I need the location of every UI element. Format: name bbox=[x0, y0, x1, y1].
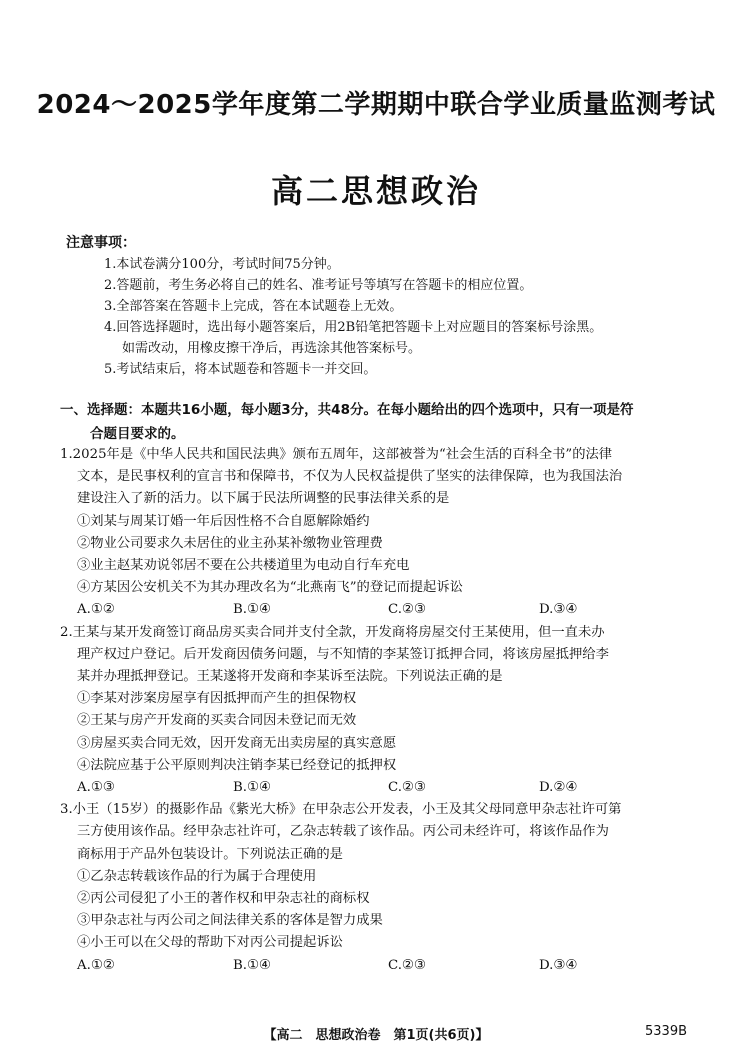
section-heading bbox=[60, 398, 700, 446]
statement-option: ④方某因公安机关不为其办理改名为“北燕南飞”的登记而提起诉讼 bbox=[77, 580, 463, 596]
notice-item-continued: 如需改动，用橡皮擦干净后，再选涂其他答案标号。 bbox=[122, 341, 422, 356]
notice-item: 2.答题前，考生务必将自己的姓名、准考证号等填写在答题卡的相应位置。 bbox=[104, 278, 533, 293]
notice-heading: 注意事项： bbox=[66, 235, 136, 251]
answer-choices bbox=[60, 599, 700, 621]
choice-b: B.①④ bbox=[233, 957, 271, 973]
choice-c: C.②③ bbox=[388, 780, 426, 796]
choice-d: D.③④ bbox=[539, 957, 578, 973]
answer-choices bbox=[60, 955, 700, 977]
statement-option: ②物业公司要求久未居住的业主孙某补缴物业管理费 bbox=[77, 535, 383, 551]
answer-choices bbox=[60, 777, 700, 799]
statement-option: ③甲杂志社与丙公司之间法律关系的客体是智力成果 bbox=[77, 913, 383, 929]
notice-item: 5.考试结束后，将本试题卷和答题卡一并交回。 bbox=[104, 362, 377, 377]
exam-title: 2024～2025学年度第二学期期中联合学业质量监测考试 bbox=[36, 90, 716, 120]
question-stem-line: 三方使用该作品。经甲杂志社许可，乙杂志转载了该作品。丙公司未经许可，将该作品作为 bbox=[77, 824, 609, 840]
choice-d: D.②④ bbox=[539, 780, 578, 796]
section-heading-line: 一、选择题：本题共16小题，每小题3分，共48分。在每小题给出的四个选项中，只有一项是符 bbox=[60, 402, 634, 418]
statement-option: ①乙杂志转载该作品的行为属于合理使用 bbox=[77, 868, 317, 884]
choice-a: A.①③ bbox=[77, 780, 115, 796]
question-stem-line: 1.2025年是《中华人民共和国民法典》颁布五周年，这部被誉为“社会生活的百科全书”的法律 bbox=[60, 447, 613, 462]
question-stem-line: 理产权过户登记。后开发商因债务问题，与不知情的李某签订抵押合同，将该房屋抵押给李 bbox=[77, 646, 609, 662]
notice-item: 4.回答选择题时，选出每小题答案后，用2B铅笔把答题卡上对应题目的答案标号涂黑。 bbox=[104, 320, 603, 335]
statement-option: ①刘某与周某订婚一年后因性格不合自愿解除婚约 bbox=[77, 513, 370, 529]
question-1 bbox=[60, 444, 700, 622]
choice-b: B.①④ bbox=[233, 602, 271, 618]
choice-b: B.①④ bbox=[233, 780, 271, 796]
choice-a: A.①② bbox=[77, 602, 115, 618]
footer-exam-code: 5339B bbox=[645, 1024, 688, 1039]
question-stem-line: 建设注入了新的活力。以下属于民法所调整的民事法律关系的是 bbox=[77, 491, 450, 507]
statement-option: ②丙公司侵犯了小王的著作权和甲杂志社的商标权 bbox=[77, 891, 370, 907]
question-list bbox=[60, 444, 700, 977]
question-stem-line: 商标用于产品外包装设计。下列说法正确的是 bbox=[77, 846, 343, 862]
question-stem-line: 2.王某与某开发商签订商品房买卖合同并支付全款，开发商将房屋交付王某使用，但一直未办 bbox=[60, 624, 605, 640]
notice-block bbox=[66, 232, 706, 380]
choice-d: D.③④ bbox=[539, 602, 578, 618]
notice-item: 1.本试卷满分100分，考试时间75分钟。 bbox=[104, 257, 340, 272]
question-stem-line: 某并办理抵押登记。王某遂将开发商和李某诉至法院。下列说法正确的是 bbox=[77, 669, 503, 685]
footer-page-info: 【高二 思想政治卷 第1页(共6页)】 bbox=[263, 1028, 489, 1043]
subject-title: 高二思想政治 bbox=[270, 172, 481, 210]
choice-c: C.②③ bbox=[388, 957, 426, 973]
question-2 bbox=[60, 622, 700, 800]
statement-option: ①李某对涉案房屋享有因抵押而产生的担保物权 bbox=[77, 691, 357, 707]
notice-item: 3.全部答案在答题卡上完成，答在本试题卷上无效。 bbox=[104, 299, 403, 314]
statement-option: ④小王可以在父母的帮助下对丙公司提起诉讼 bbox=[77, 935, 343, 951]
question-3 bbox=[60, 799, 700, 977]
section-heading-line: 合题目要求的。 bbox=[90, 426, 185, 442]
statement-option: ③房屋买卖合同无效，因开发商无出卖房屋的真实意愿 bbox=[77, 735, 397, 751]
choice-c: C.②③ bbox=[388, 602, 426, 618]
question-stem-line: 文本，是民事权利的宣言书和保障书，不仅为人民权益提供了坚实的法律保障，也为我国法治 bbox=[77, 469, 623, 485]
choice-a: A.①② bbox=[77, 957, 115, 973]
page-footer bbox=[0, 1024, 752, 1046]
statement-option: ②王某与房产开发商的买卖合同因未登记而无效 bbox=[77, 713, 357, 729]
statement-option: ③业主赵某劝说邻居不要在公共楼道里为电动自行车充电 bbox=[77, 558, 410, 574]
question-stem-line: 3.小王（15岁）的摄影作品《紫光大桥》在甲杂志公开发表，小王及其父母同意甲杂志社许可第 bbox=[60, 802, 622, 818]
statement-option: ④法院应基于公平原则判决注销李某已经登记的抵押权 bbox=[77, 757, 397, 773]
